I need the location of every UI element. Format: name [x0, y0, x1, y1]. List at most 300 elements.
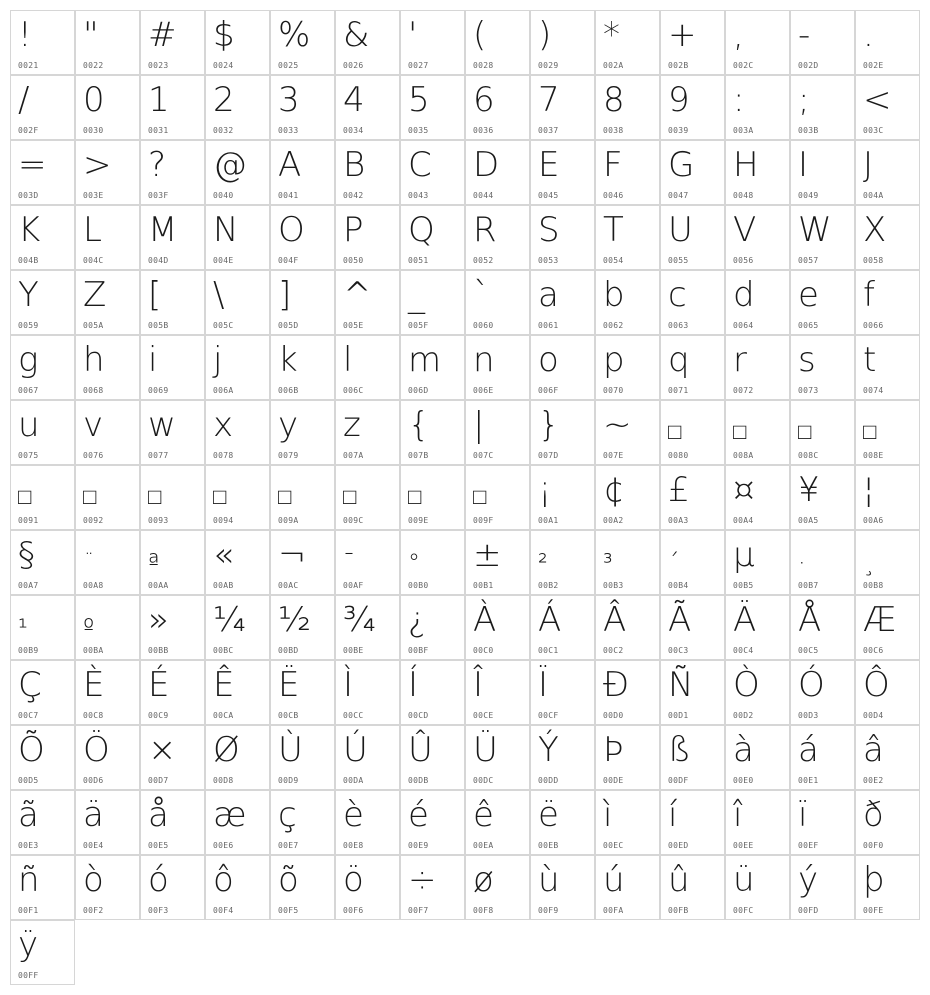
glyph-cell-0052 [465, 205, 530, 270]
glyph-codepoint-label: 0057 [798, 256, 819, 265]
glyph-character: I [798, 145, 809, 185]
glyph-codepoint-label: 0080 [668, 451, 689, 460]
glyph-codepoint-label: 00E9 [408, 841, 429, 850]
glyph-codepoint-label: 0079 [278, 451, 299, 460]
glyph-character: ¾ [343, 600, 376, 640]
glyph-codepoint-label: 004E [213, 256, 234, 265]
glyph-codepoint-label: 00F4 [213, 906, 234, 915]
glyph-cell-0067 [10, 335, 75, 400]
glyph-codepoint-label: 0092 [83, 516, 104, 525]
glyph-codepoint-label: 00D8 [213, 776, 234, 785]
glyph-cell-004a [855, 140, 920, 205]
glyph-cell-002e [855, 10, 920, 75]
glyph-cell-0039 [660, 75, 725, 140]
glyph-cell-0050 [335, 205, 400, 270]
glyph-character: ~ [603, 405, 632, 445]
glyph-codepoint-label: 00EC [603, 841, 624, 850]
glyph-character: ª [148, 549, 160, 577]
glyph-codepoint-label: 007D [538, 451, 559, 460]
glyph-codepoint-label: 00D7 [148, 776, 169, 785]
glyph-character: L [83, 210, 102, 250]
glyph-character: i [148, 340, 158, 380]
glyph-cell-00eb [530, 790, 595, 855]
glyph-codepoint-label: 006C [343, 386, 364, 395]
glyph-character: ö [343, 860, 364, 900]
glyph-character: , [733, 15, 744, 55]
glyph-character: à [733, 730, 754, 770]
glyph-codepoint-label: 00C2 [603, 646, 624, 655]
glyph-character: ¤ [733, 470, 755, 510]
glyph-character: V [733, 210, 757, 250]
glyph-cell-00d8 [205, 725, 270, 790]
glyph-cell-00ed [660, 790, 725, 855]
glyph-codepoint-label: 00AB [213, 581, 234, 590]
glyph-cell-00bc [205, 595, 270, 660]
glyph-cell-00c7 [10, 660, 75, 725]
glyph-codepoint-label: 005C [213, 321, 234, 330]
glyph-cell-00a8 [75, 530, 140, 595]
glyph-cell-0023 [140, 10, 205, 75]
glyph-codepoint-label: 006E [473, 386, 494, 395]
glyph-codepoint-label: 0059 [18, 321, 39, 330]
glyph-codepoint-label: 00FC [733, 906, 754, 915]
glyph-character: K [18, 210, 41, 250]
glyph-codepoint-label: 00CA [213, 711, 234, 720]
glyph-codepoint-label: 00C5 [798, 646, 819, 655]
glyph-codepoint-label: 00E1 [798, 776, 819, 785]
glyph-character: R [473, 210, 497, 250]
glyph-codepoint-label: 00D3 [798, 711, 819, 720]
glyph-character: o [538, 340, 559, 380]
glyph-cell-0051 [400, 205, 465, 270]
glyph-character: n [473, 340, 495, 380]
glyph-character: ¼ [213, 600, 246, 640]
glyph-codepoint-label: 00A8 [83, 581, 104, 590]
glyph-codepoint-label: 0032 [213, 126, 234, 135]
glyph-cell-00b2 [530, 530, 595, 595]
glyph-cell-004c [75, 205, 140, 270]
glyph-codepoint-label: 00B2 [538, 581, 559, 590]
glyph-cell-0041 [270, 140, 335, 205]
glyph-cell-00dd [530, 725, 595, 790]
glyph-cell-00f8 [465, 855, 530, 920]
glyph-character: . [863, 15, 874, 55]
glyph-character: 7 [538, 80, 560, 120]
glyph-cell-0079 [270, 400, 335, 465]
glyph-cell-00a1 [530, 465, 595, 530]
glyph-character: ú [603, 860, 625, 900]
glyph-character: â [863, 730, 884, 770]
glyph-cell-0058 [855, 205, 920, 270]
glyph-codepoint-label: 0091 [18, 516, 39, 525]
glyph-character: è [343, 795, 364, 835]
glyph-codepoint-label: 00C0 [473, 646, 494, 655]
glyph-character: À [473, 600, 497, 640]
glyph-character: X [863, 210, 887, 250]
glyph-cell-00c6 [855, 595, 920, 660]
glyph-codepoint-label: 0038 [603, 126, 624, 135]
glyph-codepoint-label: 007C [473, 451, 494, 460]
glyph-codepoint-label: 00A3 [668, 516, 689, 525]
glyph-cell-00e8 [335, 790, 400, 855]
glyph-cell-00d4 [855, 660, 920, 725]
glyph-cell-00ac [270, 530, 335, 595]
glyph-character: Ó [798, 665, 825, 705]
glyph-codepoint-label: 009C [343, 516, 364, 525]
glyph-cell-00ef [790, 790, 855, 855]
glyph-cell-00b9 [10, 595, 75, 660]
glyph-cell-007c [465, 400, 530, 465]
glyph-cell-00ba [75, 595, 140, 660]
glyph-cell-0060 [465, 270, 530, 335]
glyph-cell-0033 [270, 75, 335, 140]
glyph-codepoint-label: 005F [408, 321, 429, 330]
glyph-cell-00ff [10, 920, 75, 985]
glyph-character: ³ [603, 549, 613, 577]
glyph-character: Ù [278, 730, 303, 770]
glyph-codepoint-label: 008C [798, 451, 819, 460]
glyph-character: H [733, 145, 759, 185]
glyph-character: P [343, 210, 364, 250]
glyph-cell-002b [660, 10, 725, 75]
glyph-codepoint-label: 004F [278, 256, 299, 265]
glyph-cell-004d [140, 205, 205, 270]
glyph-character: Ñ [668, 665, 694, 705]
glyph-character: T [603, 210, 624, 250]
glyph-codepoint-label: 00CF [538, 711, 559, 720]
glyph-codepoint-label: 0033 [278, 126, 299, 135]
glyph-character: Û [408, 730, 433, 770]
glyph-character: ï [798, 795, 808, 835]
glyph-cell-0068 [75, 335, 140, 400]
glyph-cell-008e [855, 400, 920, 465]
glyph-cell-0032 [205, 75, 270, 140]
glyph-codepoint-label: 00BD [278, 646, 299, 655]
glyph-cell-00bf [400, 595, 465, 660]
glyph-cell-00f0 [855, 790, 920, 855]
glyph-character: Á [538, 600, 562, 640]
glyph-character: g [18, 340, 39, 380]
glyph-codepoint-label: 003F [148, 191, 169, 200]
glyph-cell-004f [270, 205, 335, 270]
glyph-cell-0048 [725, 140, 790, 205]
glyph-character: Î [473, 665, 484, 705]
glyph-codepoint-label: 006B [278, 386, 299, 395]
glyph-cell-00ec [595, 790, 660, 855]
glyph-cell-00c3 [660, 595, 725, 660]
glyph-cell-006d [400, 335, 465, 400]
glyph-cell-00bd [270, 595, 335, 660]
glyph-character: ½ [278, 600, 311, 640]
glyph-codepoint-label: 0046 [603, 191, 624, 200]
glyph-codepoint-label: 0025 [278, 61, 299, 70]
glyph-codepoint-label: 0094 [213, 516, 234, 525]
glyph-codepoint-label: 002A [603, 61, 624, 70]
glyph-codepoint-label: 005E [343, 321, 364, 330]
glyph-cell-00f3 [140, 855, 205, 920]
glyph-codepoint-label: 00AF [343, 581, 364, 590]
glyph-cell-0027 [400, 10, 465, 75]
glyph-character: ã [18, 795, 39, 835]
glyph-codepoint-label: 005B [148, 321, 169, 330]
glyph-codepoint-label: 00D6 [83, 776, 104, 785]
glyph-codepoint-label: 002E [863, 61, 884, 70]
glyph-codepoint-label: 00DA [343, 776, 364, 785]
glyph-codepoint-label: 003C [863, 126, 884, 135]
glyph-character: É [148, 665, 170, 705]
glyph-cell-006e [465, 335, 530, 400]
glyph-codepoint-label: 0024 [213, 61, 234, 70]
glyph-codepoint-label: 00D9 [278, 776, 299, 785]
glyph-codepoint-label: 00B3 [603, 581, 624, 590]
glyph-cell-0069 [140, 335, 205, 400]
glyph-cell-0040 [205, 140, 270, 205]
glyph-cell-00a3 [660, 465, 725, 530]
glyph-cell-0077 [140, 400, 205, 465]
glyph-cell-0057 [790, 205, 855, 270]
glyph-character: Ä [733, 600, 757, 640]
glyph-character: þ [863, 860, 885, 900]
glyph-character: å [148, 795, 169, 835]
glyph-cell-005c [205, 270, 270, 335]
glyph-codepoint-label: 00B0 [408, 581, 429, 590]
glyph-codepoint-label: 005D [278, 321, 299, 330]
glyph-cell-005e [335, 270, 400, 335]
glyph-cell-0091 [10, 465, 75, 530]
glyph-character: r [733, 340, 747, 380]
glyph-character: ¿ [408, 600, 427, 640]
glyph-codepoint-label: 0062 [603, 321, 624, 330]
glyph-codepoint-label: 00A4 [733, 516, 754, 525]
glyph-codepoint-label: 00E3 [18, 841, 39, 850]
glyph-character: ´ [668, 549, 680, 577]
glyph-character: & [343, 15, 370, 55]
glyph-character: [ [148, 275, 162, 315]
glyph-codepoint-label: 003D [18, 191, 39, 200]
glyph-cell-00d2 [725, 660, 790, 725]
glyph-character: h [83, 340, 105, 380]
glyph-cell-0062 [595, 270, 660, 335]
glyph-cell-0094 [205, 465, 270, 530]
glyph-character: s [798, 340, 816, 380]
glyph-cell-00e4 [75, 790, 140, 855]
glyph-codepoint-label: 00B9 [18, 646, 39, 655]
glyph-cell-00cf [530, 660, 595, 725]
glyph-cell-007b [400, 400, 465, 465]
glyph-codepoint-label: 00BE [343, 646, 364, 655]
glyph-character: Ï [538, 665, 549, 705]
glyph-cell-00d1 [660, 660, 725, 725]
glyph-character: v [83, 405, 104, 445]
glyph-cell-00e9 [400, 790, 465, 855]
glyph-cell-00d7 [140, 725, 205, 790]
glyph-cell-0076 [75, 400, 140, 465]
glyph-character: Ö [83, 730, 110, 770]
glyph-cell-0063 [660, 270, 725, 335]
glyph-cell-003a [725, 75, 790, 140]
glyph-codepoint-label: 0023 [148, 61, 169, 70]
glyph-cell-00f4 [205, 855, 270, 920]
glyph-cell-00f1 [10, 855, 75, 920]
glyph-character: > [83, 145, 112, 185]
glyph-cell-0054 [595, 205, 660, 270]
glyph-cell-00fc [725, 855, 790, 920]
glyph-codepoint-label: 009E [408, 516, 429, 525]
glyph-codepoint-label: 00F5 [278, 906, 299, 915]
glyph-character: e [798, 275, 819, 315]
glyph-cell-00af [335, 530, 400, 595]
glyph-character: z [343, 405, 361, 445]
glyph-codepoint-label: 004B [18, 256, 39, 265]
glyph-cell-002a [595, 10, 660, 75]
glyph-cell-00e2 [855, 725, 920, 790]
glyph-cell-0064 [725, 270, 790, 335]
glyph-codepoint-label: 00B8 [863, 581, 884, 590]
glyph-cell-005d [270, 270, 335, 335]
glyph-cell-0031 [140, 75, 205, 140]
glyph-cell-00bb [140, 595, 205, 660]
glyph-codepoint-label: 00F6 [343, 906, 364, 915]
glyph-character: # [148, 15, 177, 55]
glyph-codepoint-label: 00E7 [278, 841, 299, 850]
glyph-cell-0061 [530, 270, 595, 335]
glyph-codepoint-label: 008E [863, 451, 884, 460]
glyph-character: k [278, 340, 298, 380]
glyph-cell-003b [790, 75, 855, 140]
glyph-cell-00da [335, 725, 400, 790]
glyph-cell-0080 [660, 400, 725, 465]
glyph-cell-009e [400, 465, 465, 530]
glyph-codepoint-label: 00EF [798, 841, 819, 850]
glyph-character: ô [213, 860, 234, 900]
glyph-codepoint-label: 0064 [733, 321, 754, 330]
glyph-cell-00a7 [10, 530, 75, 595]
glyph-character: W [798, 210, 832, 250]
glyph-cell-0038 [595, 75, 660, 140]
glyph-character: ø [473, 860, 494, 900]
glyph-character: û [668, 860, 690, 900]
glyph-character: Q [408, 210, 435, 250]
glyph-codepoint-label: 00E2 [863, 776, 884, 785]
glyph-cell-00aa [140, 530, 205, 595]
glyph-cell-00df [660, 725, 725, 790]
glyph-cell-00b7 [790, 530, 855, 595]
glyph-character: á [798, 730, 819, 770]
glyph-character: c [668, 275, 687, 315]
glyph-codepoint-label: 0048 [733, 191, 754, 200]
glyph-codepoint-label: 0063 [668, 321, 689, 330]
glyph-character: ÿ [18, 925, 39, 965]
glyph-cell-0034 [335, 75, 400, 140]
glyph-codepoint-label: 0021 [18, 61, 39, 70]
glyph-character: ¹ [18, 614, 28, 642]
glyph-character: × [148, 730, 177, 770]
glyph-codepoint-label: 0093 [148, 516, 169, 525]
glyph-cell-007d [530, 400, 595, 465]
glyph-cell-008a [725, 400, 790, 465]
glyph-codepoint-label: 00B1 [473, 581, 494, 590]
glyph-character: Ì [343, 665, 354, 705]
glyph-character: E [538, 145, 560, 185]
glyph-character: @ [213, 145, 247, 185]
glyph-cell-005a [75, 270, 140, 335]
glyph-character: ¦ [863, 470, 875, 510]
glyph-cell-0024 [205, 10, 270, 75]
glyph-character: ? [148, 145, 167, 185]
glyph-character: ý [798, 860, 819, 900]
glyph-codepoint-label: 0052 [473, 256, 494, 265]
glyph-character: + [668, 15, 697, 55]
glyph-codepoint-label: 0074 [863, 386, 884, 395]
glyph-character: Æ [863, 600, 897, 640]
glyph-codepoint-label: 00AA [148, 581, 169, 590]
glyph-cell-00e7 [270, 790, 335, 855]
glyph-character: 8 [603, 80, 625, 120]
glyph-cell-00fe [855, 855, 920, 920]
glyph-character: - [798, 15, 811, 55]
glyph-cell-00b4 [660, 530, 725, 595]
glyph-cell-0025 [270, 10, 335, 75]
glyph-codepoint-label: 0051 [408, 256, 429, 265]
glyph-cell-00e5 [140, 790, 205, 855]
glyph-codepoint-label: 00E5 [148, 841, 169, 850]
glyph-codepoint-label: 002C [733, 61, 754, 70]
glyph-codepoint-label: 00FB [668, 906, 689, 915]
glyph-codepoint-label: 002D [798, 61, 819, 70]
glyph-character: O [278, 210, 305, 250]
glyph-cell-0074 [855, 335, 920, 400]
glyph-character: a [538, 275, 559, 315]
glyph-character: J [863, 145, 874, 185]
glyph-character: é [408, 795, 429, 835]
glyph-character: ( [473, 15, 487, 55]
glyph-codepoint-label: 00E8 [343, 841, 364, 850]
glyph-cell-00fa [595, 855, 660, 920]
glyph-codepoint-label: 00DB [408, 776, 429, 785]
glyph-codepoint-label: 00B4 [668, 581, 689, 590]
glyph-cell-0055 [660, 205, 725, 270]
glyph-cell-0044 [465, 140, 530, 205]
glyph-character: □ [863, 420, 877, 445]
glyph-codepoint-label: 0071 [668, 386, 689, 395]
glyph-codepoint-label: 0027 [408, 61, 429, 70]
glyph-codepoint-label: 0047 [668, 191, 689, 200]
glyph-character: 6 [473, 80, 495, 120]
glyph-cell-002c [725, 10, 790, 75]
glyph-codepoint-label: 0073 [798, 386, 819, 395]
glyph-cell-0093 [140, 465, 205, 530]
glyph-character: Ò [733, 665, 760, 705]
glyph-character: l [343, 340, 353, 380]
glyph-character: 2 [213, 80, 235, 120]
glyph-codepoint-label: 0029 [538, 61, 559, 70]
glyph-cell-006c [335, 335, 400, 400]
glyph-character: \ [213, 275, 225, 315]
glyph-cell-004e [205, 205, 270, 270]
glyph-cell-00b3 [595, 530, 660, 595]
glyph-codepoint-label: 0043 [408, 191, 429, 200]
glyph-codepoint-label: 0037 [538, 126, 559, 135]
glyph-character: 1 [148, 80, 170, 120]
glyph-character: ; [798, 80, 810, 120]
glyph-character: U [668, 210, 693, 250]
glyph-cell-00d5 [10, 725, 75, 790]
glyph-character: d [733, 275, 755, 315]
glyph-character: □ [148, 485, 162, 510]
glyph-cell-0037 [530, 75, 595, 140]
glyph-character: Ã [668, 600, 692, 640]
glyph-character: t [863, 340, 877, 380]
